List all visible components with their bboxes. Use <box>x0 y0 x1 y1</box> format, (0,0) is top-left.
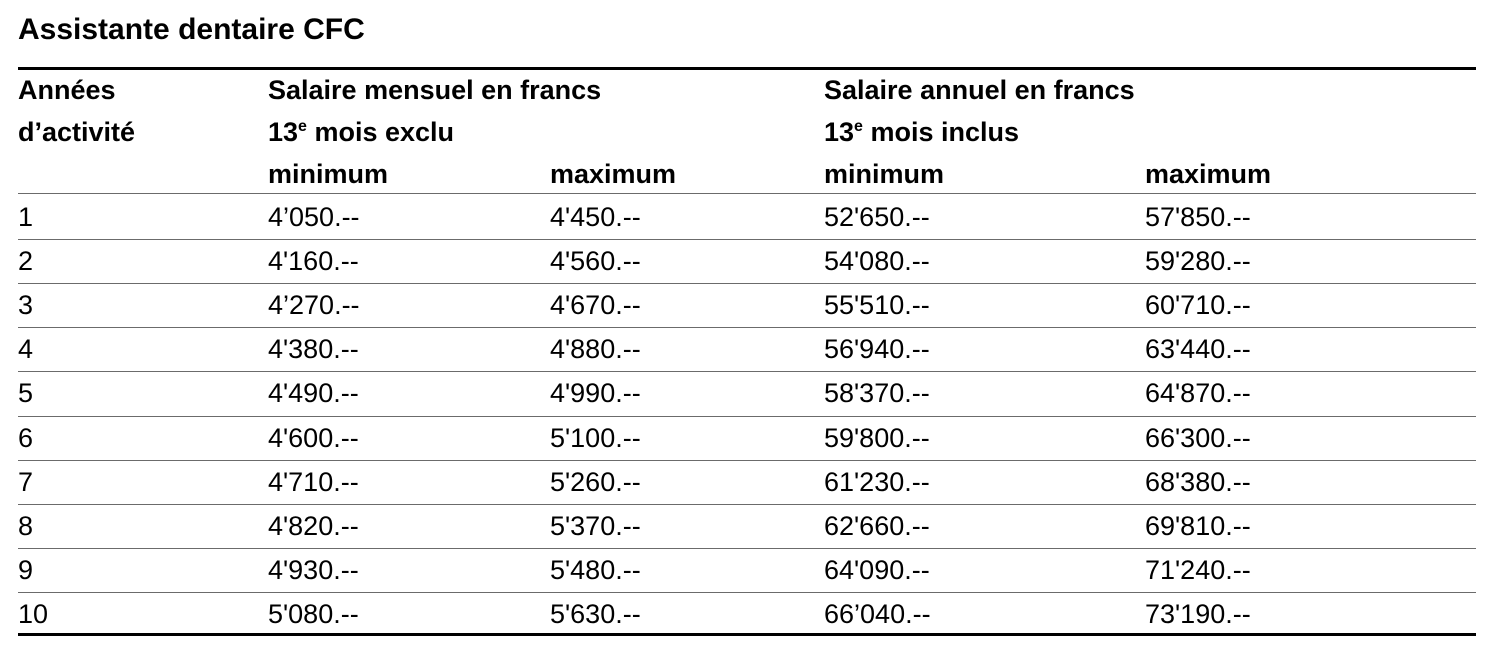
cell-annual-min: 62'660.-- <box>824 510 930 541</box>
cell-monthly-min: 4'820.-- <box>268 510 359 541</box>
header-monthly-subtitle <box>268 115 454 149</box>
cell-monthly-min: 4'710.-- <box>268 466 359 497</box>
cell-annual-min: 61'230.-- <box>824 466 930 497</box>
header-annual-min: minimum <box>824 159 945 189</box>
cell-monthly-max: 5'630.-- <box>550 598 641 629</box>
row-divider <box>18 239 1476 240</box>
cell-monthly-max: 5'260.-- <box>550 466 641 497</box>
table-top-rule <box>18 67 1476 70</box>
cell-year: 10 <box>18 598 49 629</box>
monthly-sub-number: 13 <box>268 117 299 147</box>
row-divider <box>18 548 1476 549</box>
row-divider <box>18 504 1476 505</box>
cell-year: 7 <box>18 466 34 497</box>
cell-monthly-min: 4'600.-- <box>268 422 359 453</box>
header-years-line1: Années <box>18 75 116 105</box>
header-monthly-title: Salaire mensuel en francs <box>268 75 602 105</box>
cell-year: 5 <box>18 378 34 409</box>
cell-monthly-max: 4'450.-- <box>550 202 641 232</box>
row-divider <box>18 371 1476 372</box>
header-annual-subtitle <box>824 115 1019 149</box>
row-divider <box>18 460 1476 461</box>
cell-annual-max: 71'240.-- <box>1145 554 1251 585</box>
cell-monthly-max: 5'370.-- <box>550 510 641 541</box>
annual-sub-superscript: e <box>854 118 863 135</box>
document-title: Assistante dentaire CFC <box>18 13 365 46</box>
cell-annual-max: 59'280.-- <box>1145 246 1251 277</box>
cell-monthly-min: 4'380.-- <box>268 334 359 365</box>
annual-sub-text: mois inclus <box>862 117 1019 147</box>
table-bottom-rule <box>18 633 1476 636</box>
cell-annual-max: 60'710.-- <box>1145 290 1251 321</box>
cell-annual-max: 66'300.-- <box>1145 422 1251 453</box>
cell-annual-min: 55'510.-- <box>824 290 930 321</box>
header-years-line2: d’activité <box>18 117 136 147</box>
cell-year: 4 <box>18 334 34 365</box>
cell-year: 3 <box>18 290 34 321</box>
cell-year: 1 <box>18 202 34 232</box>
cell-annual-max: 63'440.-- <box>1145 334 1251 365</box>
cell-annual-min: 64'090.-- <box>824 554 930 585</box>
cell-monthly-max: 5'480.-- <box>550 554 641 585</box>
cell-annual-max: 64'870.-- <box>1145 378 1251 409</box>
cell-year: 9 <box>18 554 34 585</box>
row-divider <box>18 592 1476 593</box>
cell-monthly-max: 4'880.-- <box>550 334 641 365</box>
cell-monthly-max: 5'100.-- <box>550 422 641 453</box>
cell-monthly-min: 4’270.-- <box>268 290 360 321</box>
header-annual-title: Salaire annuel en francs <box>824 75 1135 105</box>
cell-annual-max: 69'810.-- <box>1145 510 1251 541</box>
cell-monthly-min: 5'080.-- <box>268 598 359 629</box>
cell-year: 8 <box>18 510 34 541</box>
cell-monthly-max: 4'560.-- <box>550 246 641 277</box>
cell-monthly-max: 4'670.-- <box>550 290 641 321</box>
cell-monthly-min: 4'160.-- <box>268 246 359 277</box>
header-divider <box>18 193 1476 194</box>
cell-monthly-max: 4'990.-- <box>550 378 641 409</box>
header-monthly-min: minimum <box>268 159 389 189</box>
cell-monthly-min: 4'930.-- <box>268 554 359 585</box>
row-divider <box>18 416 1476 417</box>
cell-annual-min: 66’040.-- <box>824 598 931 629</box>
cell-annual-max: 73'190.-- <box>1145 598 1251 629</box>
cell-annual-min: 52'650.-- <box>824 202 930 232</box>
row-divider <box>18 283 1476 284</box>
row-divider <box>18 327 1476 328</box>
cell-annual-max: 57'850.-- <box>1145 202 1251 232</box>
cell-annual-max: 68'380.-- <box>1145 466 1251 497</box>
cell-monthly-min: 4’050.-- <box>268 202 360 232</box>
cell-year: 6 <box>18 422 34 453</box>
monthly-sub-superscript: e <box>298 118 307 135</box>
header-monthly-max: maximum <box>550 159 677 189</box>
cell-annual-min: 54'080.-- <box>824 246 930 277</box>
cell-annual-min: 58'370.-- <box>824 378 930 409</box>
header-annual-max: maximum <box>1145 159 1272 189</box>
monthly-sub-text: mois exclu <box>306 117 455 147</box>
annual-sub-number: 13 <box>824 117 855 147</box>
cell-annual-min: 59'800.-- <box>824 422 930 453</box>
cell-annual-min: 56'940.-- <box>824 334 930 365</box>
cell-monthly-min: 4'490.-- <box>268 378 359 409</box>
cell-year: 2 <box>18 246 34 277</box>
